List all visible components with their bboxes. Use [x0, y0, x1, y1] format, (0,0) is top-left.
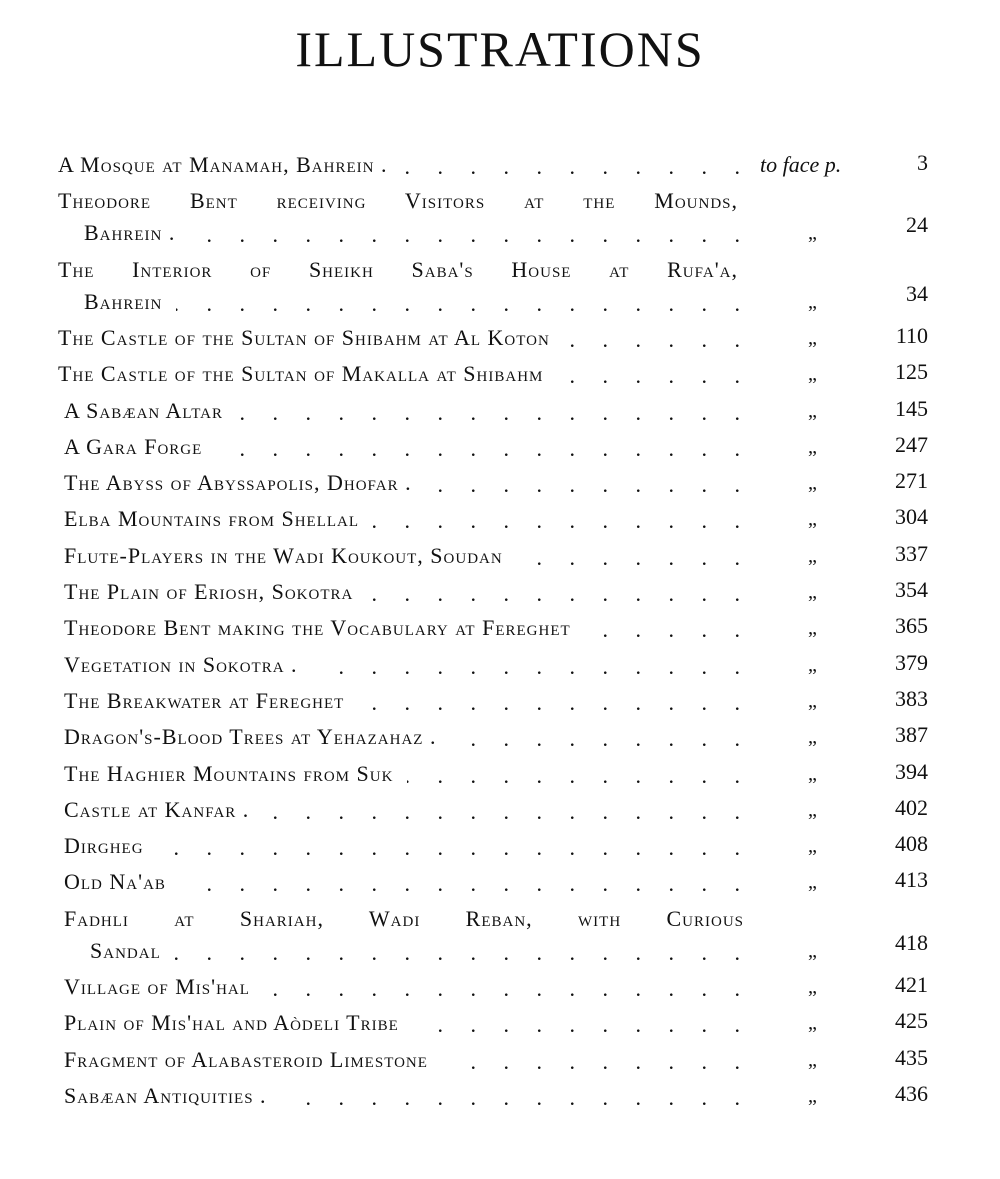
page-number: 304 [895, 504, 928, 530]
leader-dots [175, 940, 740, 960]
leader-dots [358, 690, 740, 710]
page-number: 383 [895, 685, 928, 711]
entry-title-line: The Interior of Sheikh Saba's House at Rufa'a, [58, 256, 738, 282]
leader-dots [189, 222, 740, 242]
entry-title-line: Bahrein . [84, 220, 176, 246]
leader-dots [158, 835, 740, 855]
leader-dots [264, 976, 740, 996]
ditto-mark: „ [808, 726, 818, 749]
leader-dots [413, 1012, 740, 1032]
ditto-mark: „ [808, 472, 818, 495]
page-number: 271 [895, 468, 928, 494]
ditto-mark: „ [808, 399, 818, 422]
ditto-mark: „ [808, 1084, 818, 1107]
page-number: 421 [895, 972, 928, 997]
page-title: ILLUSTRATIONS [295, 21, 705, 77]
entry-title-line: Flute-Players in the Wadi Koukout, Soudan [64, 542, 503, 568]
page-number: 387 [895, 722, 928, 748]
page-number: 379 [895, 649, 928, 675]
ditto-mark: „ [808, 326, 818, 349]
leader-dots [442, 1049, 740, 1069]
leader-dots [564, 327, 740, 347]
to-face-label: to face p. [760, 152, 842, 177]
ditto-mark: „ [808, 653, 818, 676]
ditto-mark: „ [808, 871, 818, 894]
page-number: 337 [895, 540, 928, 566]
ditto-mark: „ [808, 435, 818, 458]
leader-dots [367, 581, 740, 601]
ditto-mark: „ [808, 976, 818, 998]
ditto-mark: „ [808, 1048, 818, 1071]
ditto-mark: „ [808, 290, 818, 313]
leader-dots [517, 545, 740, 565]
entry-title-line: A Gara Forge [64, 433, 203, 459]
entry-title-line: Bahrein [84, 288, 163, 314]
entry-title-line: A Sabæan Altar [64, 397, 224, 423]
leader-dots [180, 871, 740, 891]
page-number: 402 [895, 794, 928, 820]
leader-dots [557, 363, 740, 383]
page-number: 425 [895, 1008, 928, 1034]
ditto-mark: „ [808, 581, 818, 603]
entry-title-line: Sandal [90, 937, 161, 963]
entry-title-line: Village of Mis'hal [64, 974, 250, 999]
page-number: 24 [906, 212, 928, 238]
leader-dots [401, 154, 740, 174]
page-number: 418 [895, 929, 928, 955]
leader-dots [237, 400, 740, 420]
page-number: 394 [895, 758, 928, 784]
page-number: 125 [895, 359, 928, 385]
entry-title-line: Elba Mountains from Shellal [64, 506, 360, 532]
entry-title-line: The Castle of the Sultan of Shibahm at Al Koton [58, 324, 550, 350]
entry-title-line: Theodore Bent receiving Visitors at the Mounds, [58, 188, 738, 214]
entry-title-line: The Haghier Mountains from Suk [64, 760, 394, 786]
leader-dots [281, 1085, 740, 1105]
leader-dots [407, 763, 740, 783]
entry-title-line: The Abyss of Abyssapolis, Dhofar . [64, 470, 412, 496]
entry-title-line: Plain of Mis'hal and Aòdeli Tribe [64, 1010, 399, 1036]
entry-title-line: The Castle of the Sultan of Makalla at Shibahm [58, 361, 544, 387]
entry-title-line: Sabæan Antiquities . [64, 1082, 267, 1108]
page-number: 408 [895, 831, 928, 857]
leader-dots [373, 508, 740, 528]
entry-title-line: The Breakwater at Fereghet [64, 687, 345, 713]
page-number: 435 [895, 1044, 928, 1070]
page-number: 247 [895, 431, 928, 457]
ditto-mark: „ [808, 617, 818, 640]
ditto-mark: „ [808, 363, 818, 386]
ditto-mark: „ [808, 762, 818, 785]
entry-title-line: A Mosque at Manamah, Bahrein . [58, 152, 388, 177]
page-number: 145 [895, 395, 928, 421]
ditto-mark: „ [808, 508, 818, 531]
entry-title-line: The Plain of Eriosh, Sokotra [64, 579, 354, 604]
leader-dots [585, 617, 740, 637]
page-number: 365 [895, 613, 928, 639]
entry-title-line: Dragon's-Blood Trees at Yehazahaz . [64, 724, 437, 750]
page-number: 110 [895, 322, 928, 348]
entry-title-line: Theodore Bent making the Vocabulary at Fereghet [64, 615, 571, 641]
page-number: 413 [895, 867, 928, 893]
entry-title-line: Old Na'ab [64, 869, 166, 895]
ditto-mark: „ [808, 835, 818, 858]
ditto-mark: „ [808, 222, 818, 245]
page-number: 436 [895, 1080, 928, 1106]
page-number: 354 [895, 577, 928, 602]
leader-dots [176, 291, 740, 311]
entry-title-line: Dirgheg [64, 833, 144, 859]
leader-dots [312, 654, 740, 674]
ditto-mark: „ [808, 1012, 818, 1035]
leader-dots [450, 726, 740, 746]
entry-title-line: Vegetation in Sokotra . [64, 651, 298, 677]
leader-dots [426, 472, 740, 492]
page-number: 3 [917, 150, 928, 175]
entry-title-line: Fadhli at Shariah, Wadi Reban, with Curious [64, 905, 744, 931]
ditto-mark: „ [808, 544, 818, 567]
entry-title-line: Castle at Kanfar . [64, 796, 250, 822]
ditto-mark: „ [808, 798, 818, 821]
leader-dots [216, 436, 740, 456]
ditto-mark: „ [808, 939, 818, 962]
leader-dots [263, 799, 740, 819]
page-number: 34 [906, 280, 928, 306]
entry-title-line: Fragment of Alabasteroid Limestone [64, 1046, 428, 1072]
ditto-mark: „ [808, 689, 818, 712]
